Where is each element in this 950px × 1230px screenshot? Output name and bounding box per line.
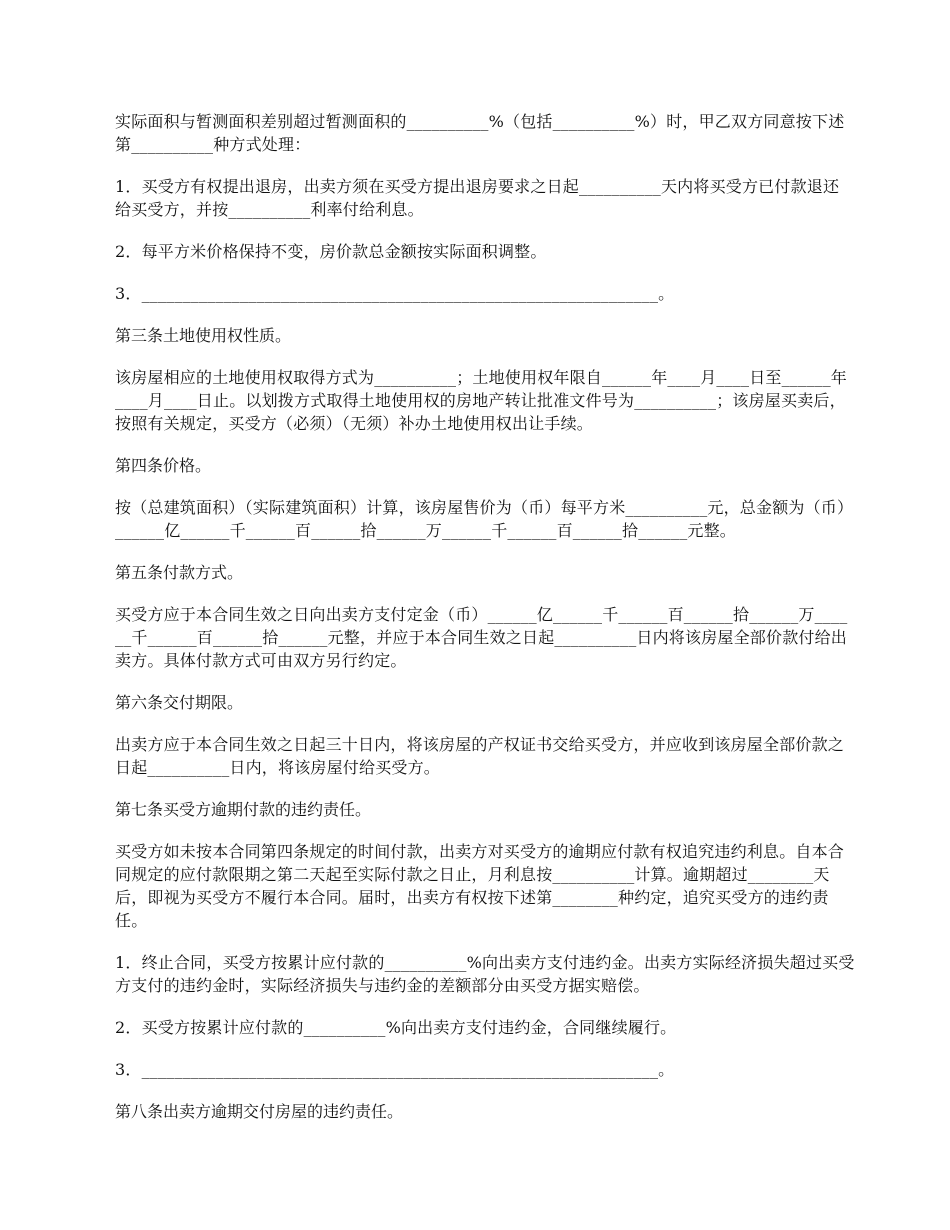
article-6-body: 出卖方应于本合同生效之日起三十日内，将该房屋的产权证书交给买受方，并应收到该房屋全部价款之日起__________日内，将该房屋付给买受方。 <box>115 735 845 777</box>
article-7-body: 买受方如未按本合同第四条规定的时间付款，出卖方对买受方的逾期应付款有权追究违约利息。自本合同规定的应付款限期之第二天起至实际付款之日止，月利息按__________计算。逾期超过________天后，即视为买受方不履行本合同。届时，出卖方有权按下述第________种约定，追究买受方的违约责任。 <box>115 842 845 930</box>
article-5-heading: 第五条付款方式。 <box>115 563 244 582</box>
contract-page <box>115 110 855 1142</box>
option-3-blank: 3．_______________________________________________________________。 <box>115 284 675 303</box>
article-7-option-2: 2．买受方按累计应付款的__________%向出卖方支付违约金，合同继续履行。 <box>115 1018 677 1037</box>
clause-area-difference: 实际面积与暂测面积差别超过暂测面积的__________%（包括__________%）时，甲乙双方同意按下述第__________种方式处理： <box>115 112 845 154</box>
article-3-heading: 第三条土地使用权性质。 <box>115 326 292 345</box>
article-3-body: 该房屋相应的土地使用权取得方式为__________；土地使用权年限自______年____月____日至______年____月____日止。以划拨方式取得土地使用权的房地产转让批准文件号为__________；该房屋买卖后，按照有关规定，买受方（必须）（无须）补办土地使用权出让手续。 <box>115 368 848 433</box>
option-1-refund: 1．买受方有权提出退房，出卖方须在买受方提出退房要求之日起__________天内将买受方已付款退还给买受方，并按__________利率付给利息。 <box>115 177 840 219</box>
article-4-body: 按（总建筑面积）（实际建筑面积）计算，该房屋售价为（币）每平方米__________元，总金额为（币）______亿______千______百______拾______万______千______百______拾______元整。 <box>115 498 854 540</box>
article-7-option-3: 3．_______________________________________________________________。 <box>115 1060 675 1079</box>
article-7-heading: 第七条买受方逾期付款的违约责任。 <box>115 800 372 819</box>
article-4-heading: 第四条价格。 <box>115 456 212 475</box>
article-5-body: 买受方应于本合同生效之日向出卖方支付定金（币）______亿______千______百______拾______万______千______百______拾______元整，并应于本合同生效之日起__________日内将该房屋全部价款付给出卖方。具体付款方式可由双方另行约定。 <box>115 605 848 670</box>
option-2-adjust-price: 2．每平方米价格保持不变，房价款总金额按实际面积调整。 <box>115 242 547 261</box>
article-8-heading: 第八条出卖方逾期交付房屋的违约责任。 <box>115 1102 404 1121</box>
article-7-option-1: 1．终止合同，买受方按累计应付款的__________%向出卖方支付违约金。出卖方实际经济损失超过买受方支付的违约金时，实际经济损失与违约金的差额部分由买受方据实赔偿。 <box>115 953 855 995</box>
article-6-heading: 第六条交付期限。 <box>115 693 244 712</box>
